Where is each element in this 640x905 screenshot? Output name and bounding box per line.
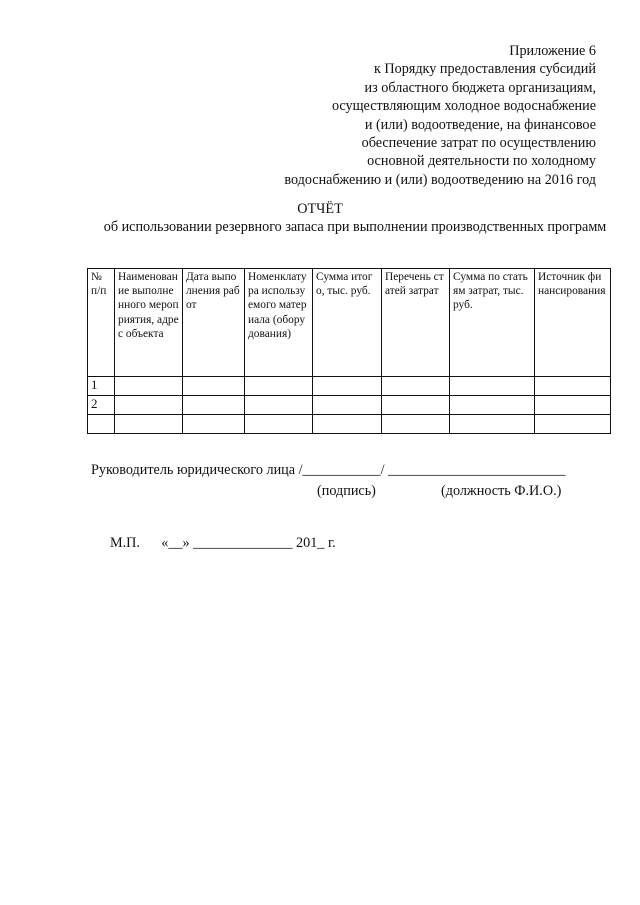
appendix-line: из областного бюджета организациям, (364, 79, 596, 96)
table-cell (183, 377, 245, 396)
table-cell (313, 377, 382, 396)
signature-caption: (подпись) (317, 483, 376, 499)
stamp-date-line: М.П. «__» ______________ 201_ г. (110, 535, 336, 551)
report-subtitle: об использовании резервного запаса при выполнении производственных программ (103, 219, 607, 235)
report-title: ОТЧЁТ (297, 201, 343, 217)
table-header-row (88, 269, 611, 377)
column-header-source: Источник финансирования (535, 269, 611, 377)
appendix-line: и (или) водоотведение, на финансовое (364, 116, 596, 133)
column-header-materials: Номенклатура используемого материала (оборудования) (245, 269, 313, 377)
table-cell (313, 396, 382, 415)
table-cell (535, 396, 611, 415)
table-cell (450, 396, 535, 415)
table-cell (183, 415, 245, 434)
table-cell (313, 415, 382, 434)
table-cell: 2 (88, 396, 115, 415)
table-cell (450, 377, 535, 396)
column-header-total: Сумма итого, тыс. руб. (313, 269, 382, 377)
signature-line: Руководитель юридического лица /___________/ _________________________ (91, 462, 566, 478)
appendix-line: основной деятельности по холодному (367, 153, 596, 170)
table-cell (245, 377, 313, 396)
table-cell (382, 377, 450, 396)
column-header-cost-items: Перечень статей затрат (382, 269, 450, 377)
column-header-number: № п/п (88, 269, 115, 377)
table-cell (115, 377, 183, 396)
column-header-activity: Наименование выполненного мероприятия, адрес объекта (115, 269, 183, 377)
table-cell (88, 415, 115, 434)
table-cell (535, 415, 611, 434)
table-cell (245, 396, 313, 415)
appendix-line: к Порядку предоставления субсидий (373, 61, 596, 78)
table-cell (382, 415, 450, 434)
table-cell (115, 415, 183, 434)
column-header-date: Дата выполнения работ (183, 269, 245, 377)
position-caption: (должность Ф.И.О.) (441, 483, 562, 499)
table-cell (245, 415, 313, 434)
appendix-line: обеспечение затрат по осуществлению (361, 135, 596, 152)
column-header-cost-sum: Сумма по статьям затрат, тыс. руб. (450, 269, 535, 377)
appendix-line: осуществляющим холодное водоснабжение (331, 98, 596, 115)
report-table (87, 268, 611, 434)
table-row (88, 377, 611, 396)
table-cell (183, 396, 245, 415)
table-cell (382, 396, 450, 415)
table-cell (535, 377, 611, 396)
table-cell: 1 (88, 377, 115, 396)
table-row (88, 415, 611, 434)
table-cell (450, 415, 535, 434)
table-row (88, 396, 611, 415)
table-cell (115, 396, 183, 415)
appendix-line: Приложение 6 (509, 43, 596, 59)
appendix-line: водоснабжению и (или) водоотведению на 2016 год (284, 171, 596, 188)
appendix-header (176, 42, 596, 189)
